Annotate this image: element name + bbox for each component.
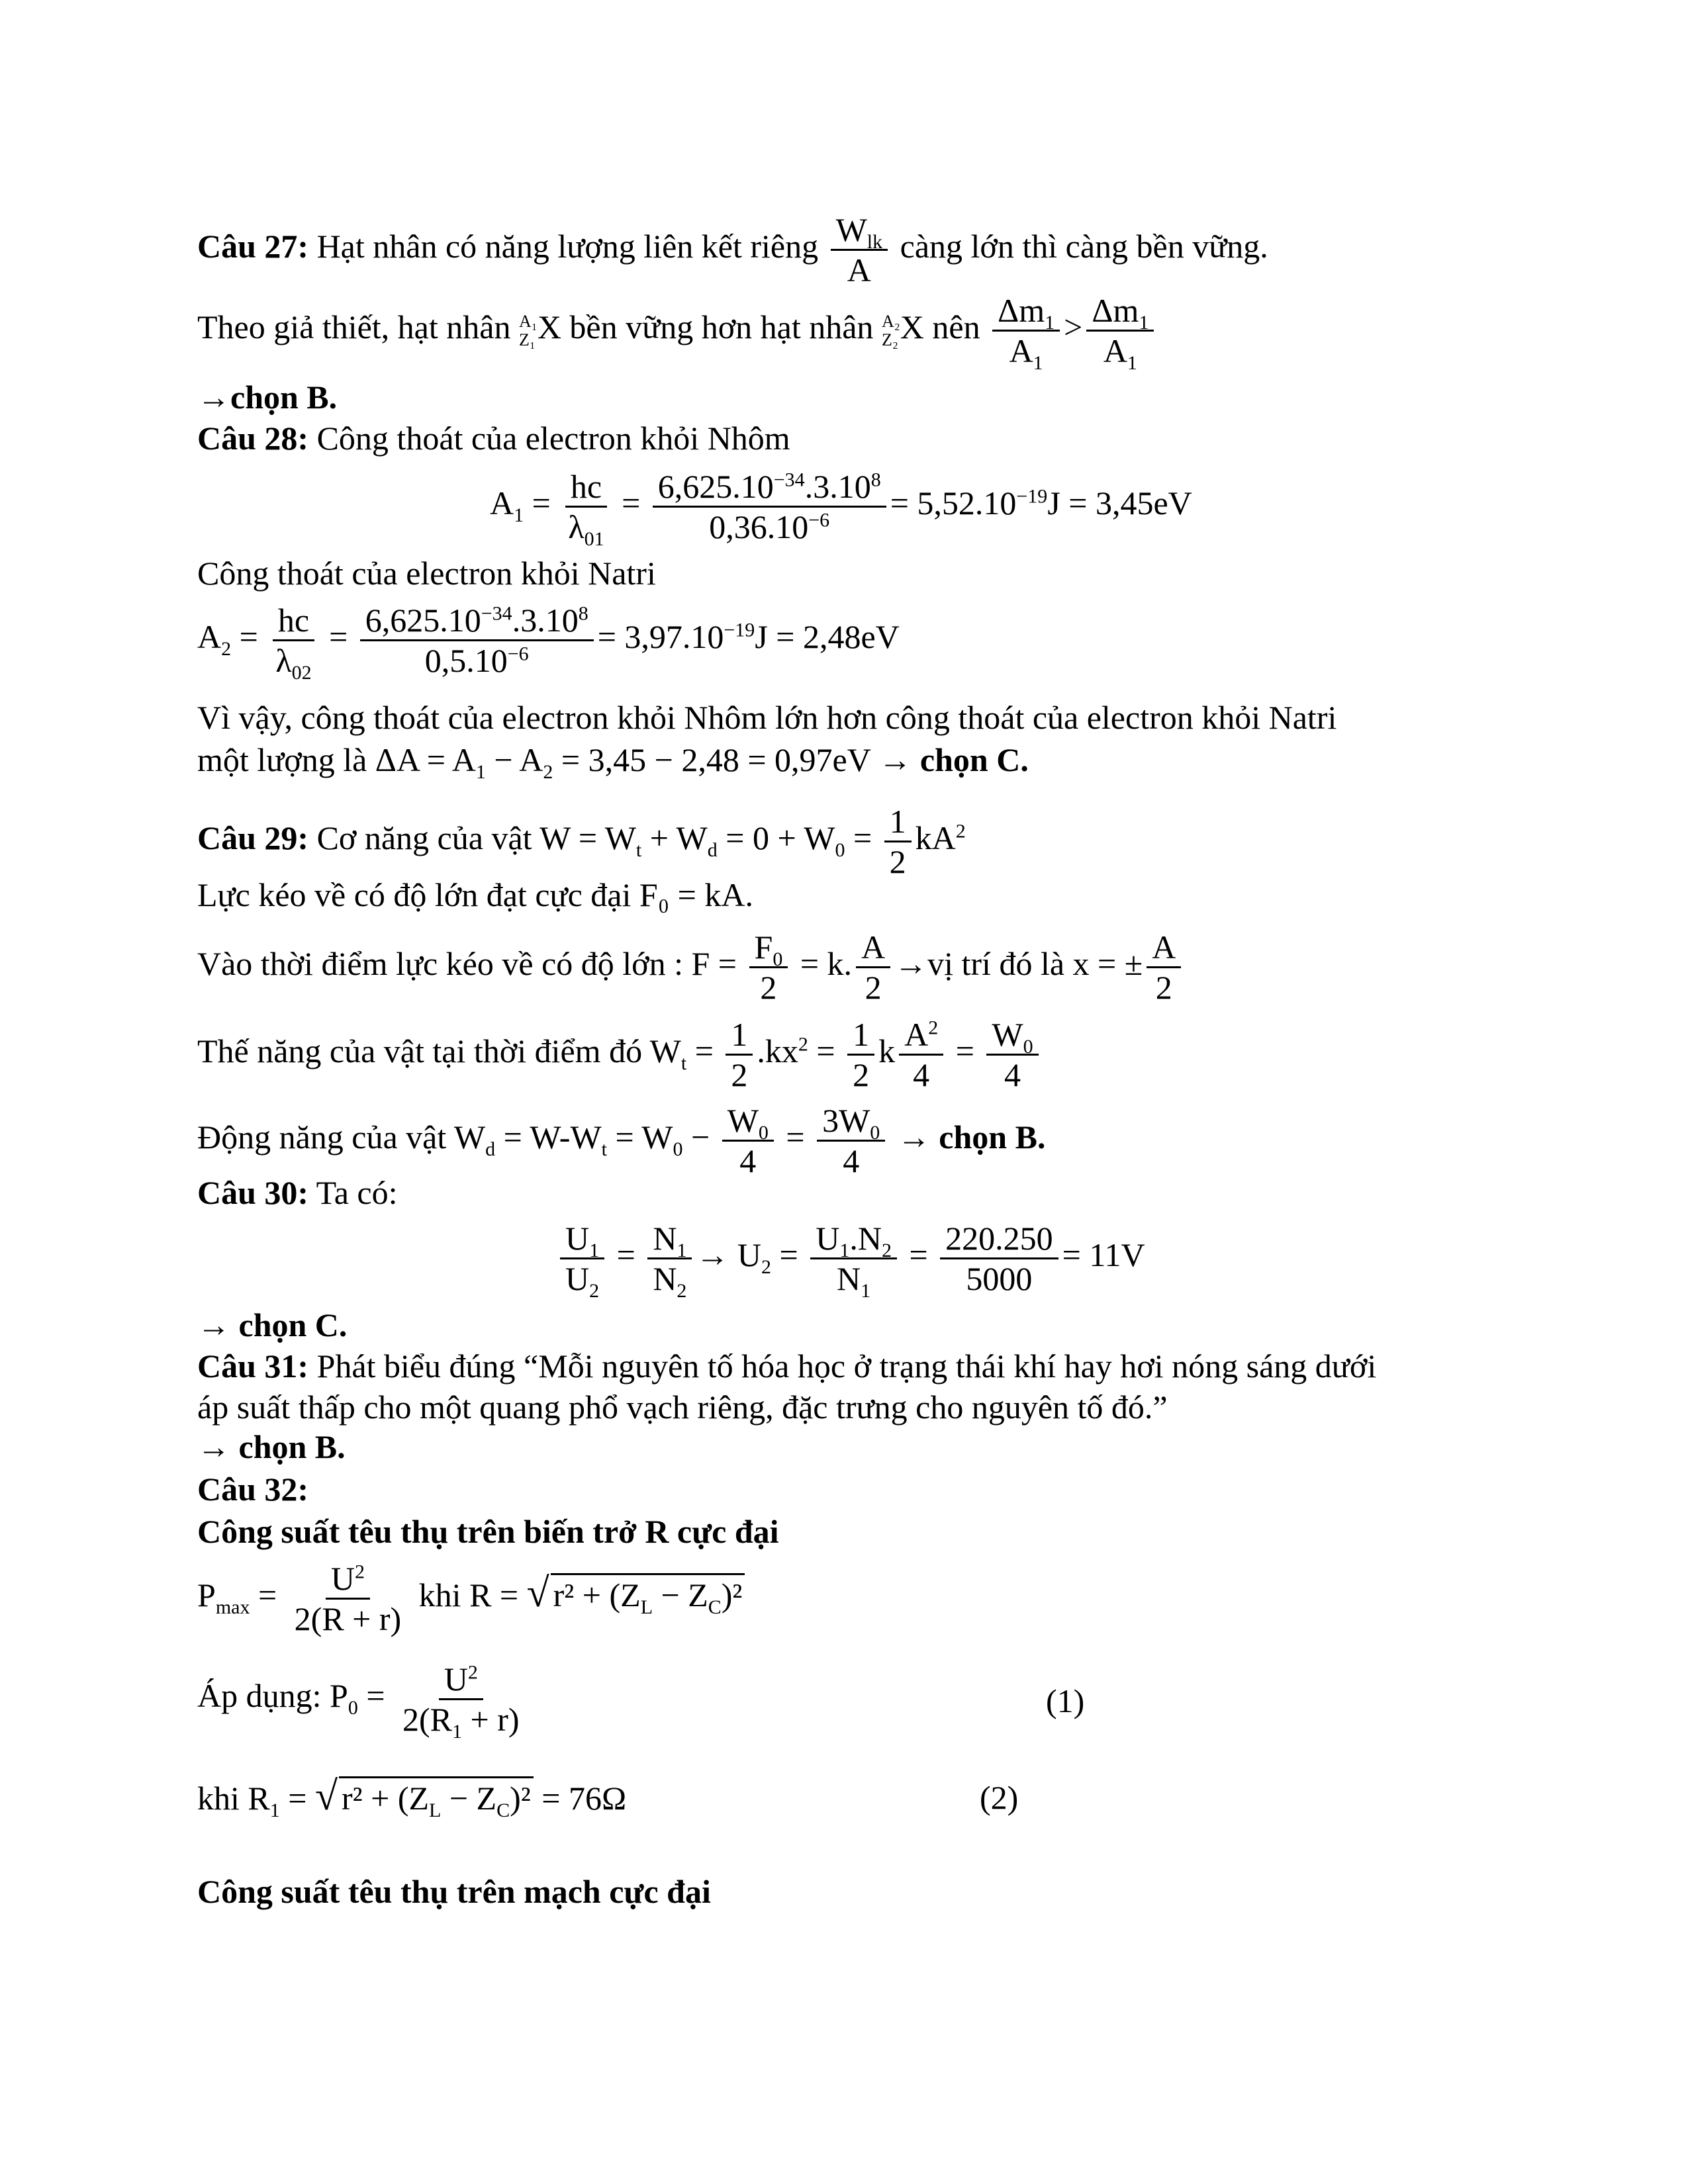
q27-line1 xyxy=(197,210,1268,289)
q28-eq2: $A_2$ = $\frac{hc}{\lambda_{02}}$ = $\frac{6,625.10^{-34}.3.10^8}{0,5.10^{-6}}$ = $3,97.10^{-19}J = 2,48eV$ xyxy=(197,602,900,684)
q31-line2: áp suất thấp cho một quang phổ vạch riêng, đặc trưng cho nguyên tố đó.” xyxy=(197,1388,1168,1426)
q27-text: Hạt nhân có năng lượng liên kết riêng xyxy=(308,227,827,265)
q30-eq: $\frac{U_1}{U_2}$ = $\frac{N_1}{N_2}$ → $U_2$ = $\frac{U_1.N_2}{N_1}$ = $\frac{220.250}{5000}$ = 11V xyxy=(556,1219,1145,1298)
q27-label: Câu 27: xyxy=(197,227,309,265)
q29-line3: Vào thời điểm lực kéo về có độ lớn : F = $\frac{F_0}{2}$ = k. $\frac{A}{2}$ →vị trí đó là x = ± $\frac{A}{2}$ xyxy=(197,928,1185,1007)
q30-answer: → chọn C. xyxy=(197,1306,348,1343)
q28-line2: Công thoát của electron khỏi Natri xyxy=(197,555,656,592)
q28-eq1: $A_1$ = $\frac{hc}{\lambda_{01}}$ = $\frac{6,625.10^{-34}.3.10^8}{0,36.10^{-6}}$ = $5,52.10^{-19}J = 3,45eV$ xyxy=(490,468,1192,550)
q32-label: Câu 32: xyxy=(197,1471,309,1508)
q28-conclusion2: một lượng là $\Delta A = A_1 - A_2 = 3,45 - 2,48 = 0,97eV$ → chọn C. xyxy=(197,741,1029,783)
q29-line1: Câu 29: Cơ năng của vật $W = W_t + W_d = 0 + W_0$ = $\frac{1}{2}$ $kA^2$ xyxy=(197,803,966,880)
q29-line2: Lực kéo về có độ lớn đạt cực đại F₀ = kA. xyxy=(197,876,753,913)
q32-tag1: (1) xyxy=(1046,1682,1085,1719)
q27-answer: →chọn B. xyxy=(197,379,338,416)
q28-conclusion1: Vì vậy, công thoát của electron khỏi Nhôm lớn hơn công thoát của electron khỏi Natri xyxy=(197,699,1337,736)
q31-line1: Câu 31: Phát biểu đúng “Mỗi nguyên tố hóa học ở trạng thái khí hay hơi nóng sáng dưới xyxy=(197,1347,1377,1385)
q31-answer: → chọn B. xyxy=(197,1428,346,1465)
q29-line4: Thế năng của vật tại thời điểm đó $W_t$ = $\frac{1}{2}$ $.kx^2$ = $\frac{1}{2}$ k $\frac{A^2}{4}$ = $\frac{W_0}{4}$ xyxy=(197,1015,1043,1094)
q27-tail: càng lớn thì càng bền vững. xyxy=(892,227,1268,265)
q27-line2: Theo giả thiết, hạt nhân A₁ Z₁ X bền vững hơn hạt nhân A₂ Z₂ X nên $\frac{\Delta m_1}{A_1}$ > $\frac{\Delta m_1}{A_1}$ xyxy=(197,291,1158,370)
q32-r1-eq: khi $R_1$ = √ $r^2 + (Z_L - Z_C)^2 = 76\Omega$ xyxy=(197,1774,627,1821)
q32-apply-eq: Áp dụng: $P_0$ = $\frac{U^2}{2(R_1 + r)}$ xyxy=(197,1661,520,1743)
q32-heading1: Công suất têu thụ trên biến trở R cực đại xyxy=(197,1513,779,1550)
q32-heading2: Công suất têu thụ trên mạch cực đại xyxy=(197,1873,711,1910)
q32-tag2: (2) xyxy=(980,1779,1019,1816)
q29-line5: Động năng của vật $W_d = W-W_t = W_0$ − $\frac{W_0}{4}$ = $\frac{3W_0}{4}$ → chọn B. xyxy=(197,1102,1046,1179)
q32-pmax-eq: $P_{max}$ = $\frac{U^2}{2(R + r)}$ khi R = √ $r^2 + (Z_L - Z_C)^2$ xyxy=(197,1559,745,1638)
q27-wlk-fraction: $\frac{W_{lk}}{A}$ xyxy=(831,210,888,289)
q30-line1: Câu 30: Ta có: xyxy=(197,1174,398,1211)
q28-line1: Câu 28: Công thoát của electron khỏi Nhôm xyxy=(197,420,790,457)
